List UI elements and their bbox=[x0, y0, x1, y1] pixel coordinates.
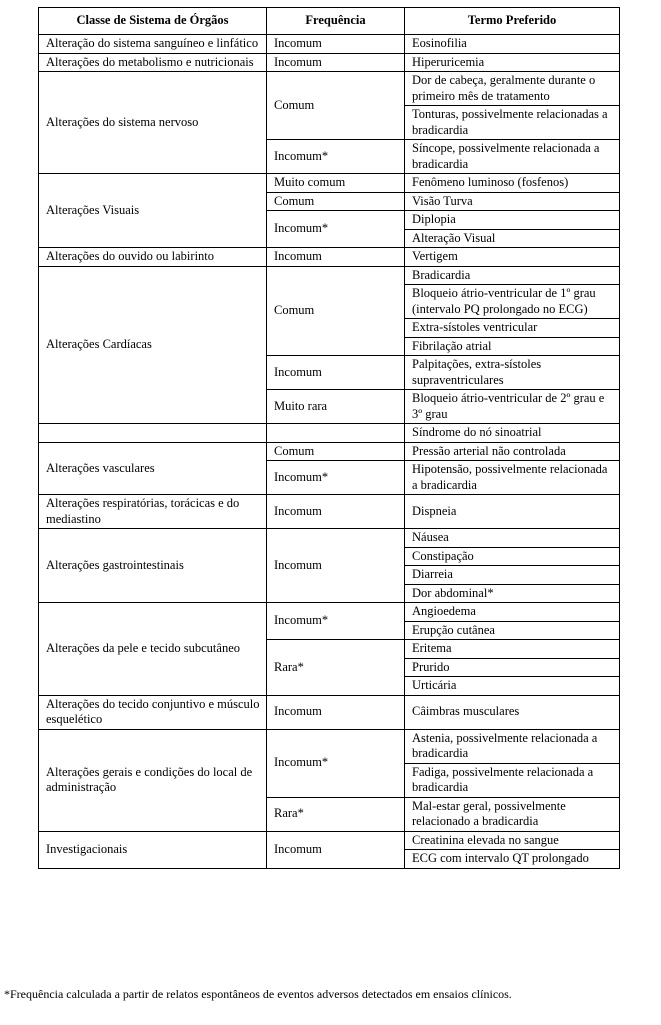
term-cell: ECG com intervalo QT prolongado bbox=[405, 850, 620, 869]
term-cell: Síncope, possivelmente relacionada a bradicardia bbox=[405, 140, 620, 174]
term-cell: Eosinofilia bbox=[405, 35, 620, 54]
organ-class-cell: Alterações Cardíacas bbox=[39, 266, 267, 424]
frequency-cell bbox=[267, 424, 405, 443]
frequency-cell: Muito comum bbox=[267, 174, 405, 193]
term-cell: Alteração Visual bbox=[405, 229, 620, 248]
frequency-cell: Incomum bbox=[267, 495, 405, 529]
term-cell: Angioedema bbox=[405, 603, 620, 622]
table-row bbox=[39, 53, 620, 72]
table-row bbox=[39, 729, 620, 763]
term-cell: Eritema bbox=[405, 640, 620, 659]
frequency-cell: Incomum bbox=[267, 529, 405, 603]
organ-class-cell: Alterações Visuais bbox=[39, 174, 267, 248]
organ-class-cell: Alterações do tecido conjuntivo e músculo esquelético bbox=[39, 695, 267, 729]
term-cell: Visão Turva bbox=[405, 192, 620, 211]
organ-class-cell: Alterações gastrointestinais bbox=[39, 529, 267, 603]
table-row bbox=[39, 35, 620, 54]
frequency-cell: Muito rara bbox=[267, 390, 405, 424]
header-preferred-term: Termo Preferido bbox=[405, 8, 620, 35]
frequency-cell: Rara* bbox=[267, 797, 405, 831]
organ-class-cell: Alterações vasculares bbox=[39, 442, 267, 495]
term-cell: Constipação bbox=[405, 547, 620, 566]
term-cell: Câimbras musculares bbox=[405, 695, 620, 729]
organ-class-cell: Alterações do metabolismo e nutricionais bbox=[39, 53, 267, 72]
frequency-cell: Incomum bbox=[267, 53, 405, 72]
term-cell: Palpitações, extra-sístoles supraventriculares bbox=[405, 356, 620, 390]
frequency-cell: Incomum* bbox=[267, 211, 405, 248]
table-row bbox=[39, 495, 620, 529]
term-cell: Síndrome do nó sinoatrial bbox=[405, 424, 620, 443]
frequency-cell: Comum bbox=[267, 72, 405, 140]
table-row bbox=[39, 72, 620, 106]
organ-class-cell: Alterações da pele e tecido subcutâneo bbox=[39, 603, 267, 696]
term-cell: Bloqueio átrio-ventricular de 1º grau (intervalo PQ prolongado no ECG) bbox=[405, 285, 620, 319]
term-cell: Fibrilação atrial bbox=[405, 337, 620, 356]
term-cell: Hipotensão, possivelmente relacionada a bradicardia bbox=[405, 461, 620, 495]
organ-class-cell: Alterações gerais e condições do local de administração bbox=[39, 729, 267, 831]
term-cell: Pressão arterial não controlada bbox=[405, 442, 620, 461]
frequency-cell: Incomum bbox=[267, 35, 405, 54]
term-cell: Diplopia bbox=[405, 211, 620, 230]
term-cell: Erupção cutânea bbox=[405, 621, 620, 640]
term-cell: Fadiga, possivelmente relacionada a bradicardia bbox=[405, 763, 620, 797]
organ-class-cell: Investigacionais bbox=[39, 831, 267, 868]
organ-class-cell: Alterações respiratórias, torácicas e do mediastino bbox=[39, 495, 267, 529]
organ-class-cell: Alterações do sistema nervoso bbox=[39, 72, 267, 174]
table-row bbox=[39, 174, 620, 193]
footnote: *Frequência calculada a partir de relatos espontâneos de eventos adversos detectados em ensaios clínicos. bbox=[4, 987, 512, 1001]
term-cell: Vertigem bbox=[405, 248, 620, 267]
term-cell: Urticária bbox=[405, 677, 620, 696]
term-cell: Extra-sístoles ventricular bbox=[405, 319, 620, 338]
term-cell: Mal-estar geral, possivelmente relacionado a bradicardia bbox=[405, 797, 620, 831]
term-cell: Fenômeno luminoso (fosfenos) bbox=[405, 174, 620, 193]
term-cell: Bloqueio átrio-ventricular de 2º grau e 3º grau bbox=[405, 390, 620, 424]
frequency-cell: Incomum bbox=[267, 695, 405, 729]
frequency-cell: Incomum bbox=[267, 248, 405, 267]
term-cell: Dor abdominal* bbox=[405, 584, 620, 603]
table-row bbox=[39, 695, 620, 729]
header-row bbox=[39, 8, 620, 35]
organ-class-cell: Alterações do ouvido ou labirinto bbox=[39, 248, 267, 267]
table-row bbox=[39, 529, 620, 548]
adverse-reactions-table bbox=[38, 7, 620, 869]
organ-class-cell bbox=[39, 424, 267, 443]
frequency-cell: Comum bbox=[267, 266, 405, 356]
table-row bbox=[39, 831, 620, 850]
term-cell: Creatinina elevada no sangue bbox=[405, 831, 620, 850]
frequency-cell: Incomum* bbox=[267, 461, 405, 495]
term-cell: Prurido bbox=[405, 658, 620, 677]
header-frequency: Frequência bbox=[267, 8, 405, 35]
organ-class-cell: Alteração do sistema sanguíneo e linfático bbox=[39, 35, 267, 54]
frequency-cell: Incomum bbox=[267, 831, 405, 868]
frequency-cell: Incomum* bbox=[267, 729, 405, 797]
header-organ-class: Classe de Sistema de Órgãos bbox=[39, 8, 267, 35]
term-cell: Hiperuricemia bbox=[405, 53, 620, 72]
term-cell: Dispneia bbox=[405, 495, 620, 529]
table-row bbox=[39, 248, 620, 267]
term-cell: Diarreia bbox=[405, 566, 620, 585]
frequency-cell: Comum bbox=[267, 192, 405, 211]
table-row bbox=[39, 442, 620, 461]
table-row bbox=[39, 266, 620, 285]
term-cell: Bradicardia bbox=[405, 266, 620, 285]
term-cell: Astenia, possivelmente relacionada a bradicardia bbox=[405, 729, 620, 763]
frequency-cell: Comum bbox=[267, 442, 405, 461]
frequency-cell: Rara* bbox=[267, 640, 405, 696]
term-cell: Tonturas, possivelmente relacionadas a bradicardia bbox=[405, 106, 620, 140]
frequency-cell: Incomum* bbox=[267, 603, 405, 640]
table-row bbox=[39, 424, 620, 443]
table-row bbox=[39, 603, 620, 622]
term-cell: Náusea bbox=[405, 529, 620, 548]
term-cell: Dor de cabeça, geralmente durante o primeiro mês de tratamento bbox=[405, 72, 620, 106]
frequency-cell: Incomum* bbox=[267, 140, 405, 174]
frequency-cell: Incomum bbox=[267, 356, 405, 390]
